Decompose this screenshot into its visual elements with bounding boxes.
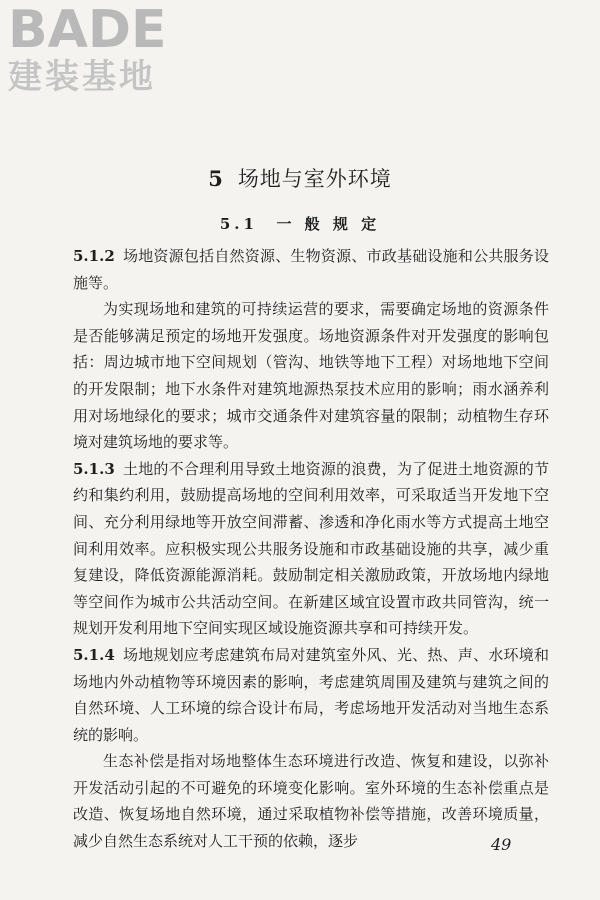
- chapter-number: 5: [208, 166, 224, 191]
- page-number: 49: [491, 835, 512, 854]
- clause-explanation: 生态补偿是指对场地整体生态环境进行改造、恢复和建设，以弥补开发活动引起的不可避免的环境变化影响。室外环境的生态补偿重点是改造、恢复场地自然环境，通过采取植物补偿等措施，改善环境质量，减少自然生态系统对人工干预的依赖，逐步: [73, 752, 549, 851]
- watermark-cjk: 建装基地: [8, 57, 156, 97]
- clause-number: 5.1.2: [73, 247, 115, 265]
- watermark-logo: [8, 0, 167, 97]
- clause-number: 5.1.4: [73, 645, 115, 664]
- section-title-text: 一 般 规 定: [276, 215, 381, 233]
- chapter-title-text: 场地与室外环境: [237, 167, 392, 191]
- clause-text: 场地规划应考虑建筑布局对建筑室外风、光、热、声、水环境和场地内外动植物等环境因素的影响，考虑建筑周围及建筑与建筑之间的自然环境、人工环境的综合设计布局，考虑场地开发活动对当地生态系统的影响。: [73, 645, 549, 744]
- chapter-title: [0, 163, 600, 193]
- section-number: 5.1: [219, 215, 258, 233]
- clause-text: 场地资源包括自然资源、生物资源、市政基础设施和公共服务设施等。: [73, 247, 549, 292]
- clause-text: 土地的不合理利用导致土地资源的浪费，为了促进土地资源的节约和集约利用，鼓励提高场地的空间利用效率，可采取适当开发地下空间、充分利用绿地等开放空间滞蓄、渗透和净化雨水等方式提高土地空间利用效率。应积极实现公共服务设施和市政基础设施的共享，减少重复建设，降低资源能源消耗。鼓励制定相关激励政策，开放场地内绿地等空间作为城市公共活动空间。在新建区域宜设置市政共同管沟，统一规划开发利用地下空间实现区域设施资源共享和可持续开发。: [73, 459, 549, 638]
- body-text: [73, 243, 549, 855]
- clause-paragraph: [73, 642, 549, 748]
- watermark-latin: BADE: [8, 0, 167, 60]
- clause-paragraph: [73, 456, 549, 642]
- section-title: [0, 213, 600, 234]
- clause-explanation: 为实现场地和建筑的可持续运营的要求，需要确定场地的资源条件是否能够满足预定的场地开发强度。场地资源条件对开发强度的影响包括：周边城市地下空间规划（管沟、地铁等地下工程）对场地地下空间的开发限制；地下水条件对建筑地源热泵技术应用的影响；雨水涵养利用对场地绿化的要求；城市交通条件对建筑容量的限制；动植物生存环境对建筑场地的要求等。: [73, 300, 549, 452]
- clause-number: 5.1.3: [73, 459, 115, 478]
- clause-paragraph: [73, 243, 549, 296]
